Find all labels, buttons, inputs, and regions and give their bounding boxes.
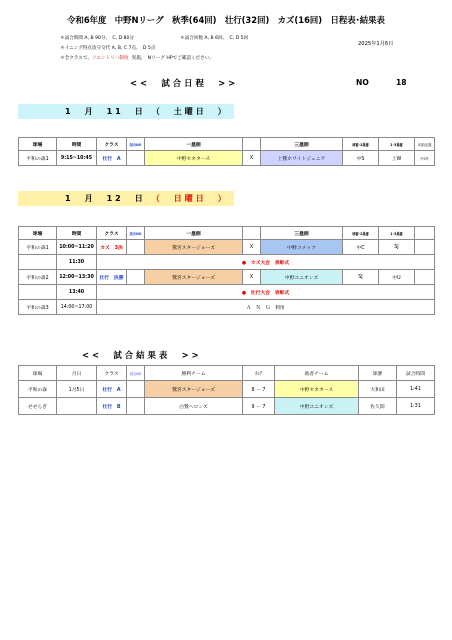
ceremony-cell: ● 壮行大会 表彰式 (97, 285, 435, 300)
venue-cell: 平和の森 (19, 381, 57, 398)
umpire-main-cell: 中C (343, 240, 379, 255)
ceremony-cell: ● カズ大会 表彰式 (97, 255, 435, 270)
third-base-team: 中野コメッツ (261, 240, 343, 255)
header-umpire-13: 1･3塁審 (379, 138, 415, 151)
header-third-base: 三塁側 (261, 227, 343, 240)
header-umpire: 球審 (359, 366, 397, 381)
table-row (19, 270, 435, 285)
class-cell: 壮行 決勝 (97, 270, 127, 285)
table-row (19, 240, 435, 255)
umpire-13-cell: SJ (379, 240, 415, 255)
score-cell: 9 － 7 (243, 398, 275, 415)
day2-header-row (19, 227, 435, 240)
facility-use-cell: Ａ Ｎ Ｇ 利用 (97, 300, 435, 315)
third-base-team: 中野ユニオンズ (261, 270, 343, 285)
vs-mark: X (243, 151, 261, 166)
time-cell: 11:30 (57, 255, 97, 270)
header-first-base: 一塁側 (145, 227, 243, 240)
class-cell: 壮行 A (97, 381, 127, 398)
header-vs-blank (243, 227, 261, 240)
loser-team: 中野セネタース (275, 381, 359, 398)
duration-cell: 1:31 (397, 398, 435, 415)
day1-weekday: （ 土曜日 ） (151, 107, 229, 116)
table-row (19, 300, 435, 315)
header-venue: 球場 (19, 138, 57, 151)
header-third-base: 三塁側 (261, 138, 343, 151)
table-row (19, 255, 435, 270)
venue-cell: 平和の森1 (19, 151, 57, 166)
recorder-cell: 中S外 (415, 151, 435, 166)
blank-cell (415, 240, 435, 255)
class-cell: 壮行 B (97, 398, 127, 415)
day1-schedule-table (18, 137, 435, 166)
game-no-cell (127, 398, 145, 415)
vs-mark: X (243, 270, 261, 285)
header-game-no: 試合NO (127, 138, 145, 151)
umpire-main-cell: 中S (343, 151, 379, 166)
page-title: 令和6年度 中野Nリーグ 秋季(64回) 壮行(32回) カズ(16回) 日程表･結果表 (67, 15, 385, 25)
header-duration: 試合時間 (397, 366, 435, 381)
header-loser: 敗者チーム (275, 366, 359, 381)
document-date: 2025年1月6日 (358, 41, 394, 47)
header-venue: 球場 (19, 227, 57, 240)
note-inning-points (60, 45, 155, 51)
class-cell: 壮行 A (97, 151, 127, 166)
date-cell (57, 398, 97, 415)
first-base-team: 鷺宮スタージョーズ (145, 240, 243, 255)
results-heading: << 試合結果表 >> (82, 350, 202, 360)
time-cell: 9:15~10:45 (57, 151, 97, 166)
class-cell: カズ 3決 (97, 240, 127, 255)
table-row (19, 151, 435, 166)
umpire-13-cell: 上W (379, 151, 415, 166)
umpire-13-cell: 中U (379, 270, 415, 285)
first-base-team: 鷺宮スタージョーズ (145, 270, 243, 285)
umpire-cell: 大和田 (359, 381, 397, 398)
venue-cell (19, 255, 57, 270)
header-first-base: 一塁側 (145, 138, 243, 151)
venue-cell: 平和の森2 (19, 270, 57, 285)
venue-cell: 平和の森1 (19, 240, 57, 255)
day1-date: 1 月 11 日 (65, 107, 146, 116)
note-reentry-suffix: 実施。 Nリーグ HPでご確認ください。 (131, 56, 214, 61)
note-reentry-red: リエントリー制度 (91, 56, 129, 61)
day2-schedule-table (18, 226, 435, 315)
venue-cell: せせらぎ (19, 398, 57, 415)
game-no-cell (127, 270, 145, 285)
note-innings: ＊試合回数 A, B 6回、 C, D 5回 (180, 36, 249, 41)
header-recorder: 本部/記録 (415, 138, 435, 151)
day2-date-bar (18, 191, 234, 206)
note-game-time: ＊試合時間 A, B 90分、 C, D 80分 (60, 36, 134, 41)
no-label: NO (356, 78, 369, 87)
venue-cell: 平和の森3 (19, 300, 57, 315)
header-umpire-main: 球審･2塁審 (343, 138, 379, 151)
no-value: 18 (396, 78, 407, 87)
score-cell: 8 － 7 (243, 381, 275, 398)
date-cell: 1月5日 (57, 381, 97, 398)
day2-date: 1 月 12 日 (65, 194, 146, 203)
header-score: ｽｺｱ (243, 366, 275, 381)
header-game-no: 試合NO (127, 366, 145, 381)
header-time: 時間 (57, 138, 97, 151)
time-cell: 12:00~13:30 (57, 270, 97, 285)
header-game-no: 試合NO (127, 227, 145, 240)
header-winner: 勝利チーム (145, 366, 243, 381)
header-umpire-main: 球審･2塁審 (343, 227, 379, 240)
header-blank (415, 227, 435, 240)
winner-team: 白鷺ヘロンズ (145, 398, 243, 415)
table-row (19, 381, 435, 398)
umpire-main-cell: SJ (343, 270, 379, 285)
time-cell: 14:00~17:00 (57, 300, 97, 315)
results-table (18, 365, 435, 415)
note-reentry (60, 55, 214, 61)
note-inning-points-text: ＊イニング得点攻守交代 A, B, C 7点、 D 5点 (60, 46, 156, 51)
header-time: 時間 (57, 227, 97, 240)
first-base-team: 中野セネタース (145, 151, 243, 166)
header-date: 月日 (57, 366, 97, 381)
day1-header-row (19, 138, 435, 151)
game-no-cell (127, 381, 145, 398)
day1-date-bar (18, 104, 234, 119)
time-cell: 13:40 (57, 285, 97, 300)
note-reentry-prefix: ＊全クラスで、 (60, 56, 92, 61)
game-no-cell (127, 151, 145, 166)
winner-team: 鷺宮スタージョーズ (145, 381, 243, 398)
header-vs-blank (243, 138, 261, 151)
results-header-row (19, 366, 435, 381)
game-no-cell (127, 240, 145, 255)
loser-team: 中野ユニオンズ (275, 398, 359, 415)
header-class: クラス (97, 366, 127, 381)
duration-cell: 1:41 (397, 381, 435, 398)
schedule-heading: << 試合日程 >> (130, 78, 239, 88)
table-row (19, 285, 435, 300)
day2-weekday: （ 日曜日 ） (151, 194, 229, 203)
vs-mark: X (243, 240, 261, 255)
header-venue: 球場 (19, 366, 57, 381)
blank-cell (415, 270, 435, 285)
time-cell: 10:00~11:20 (57, 240, 97, 255)
venue-cell (19, 285, 57, 300)
header-class: クラス (97, 138, 127, 151)
header-class: クラス (97, 227, 127, 240)
third-base-team: 上鷺ホワイトジュニア (261, 151, 343, 166)
table-row (19, 398, 435, 415)
umpire-cell: 佐久間 (359, 398, 397, 415)
header-umpire-13: 1･3塁審 (379, 227, 415, 240)
